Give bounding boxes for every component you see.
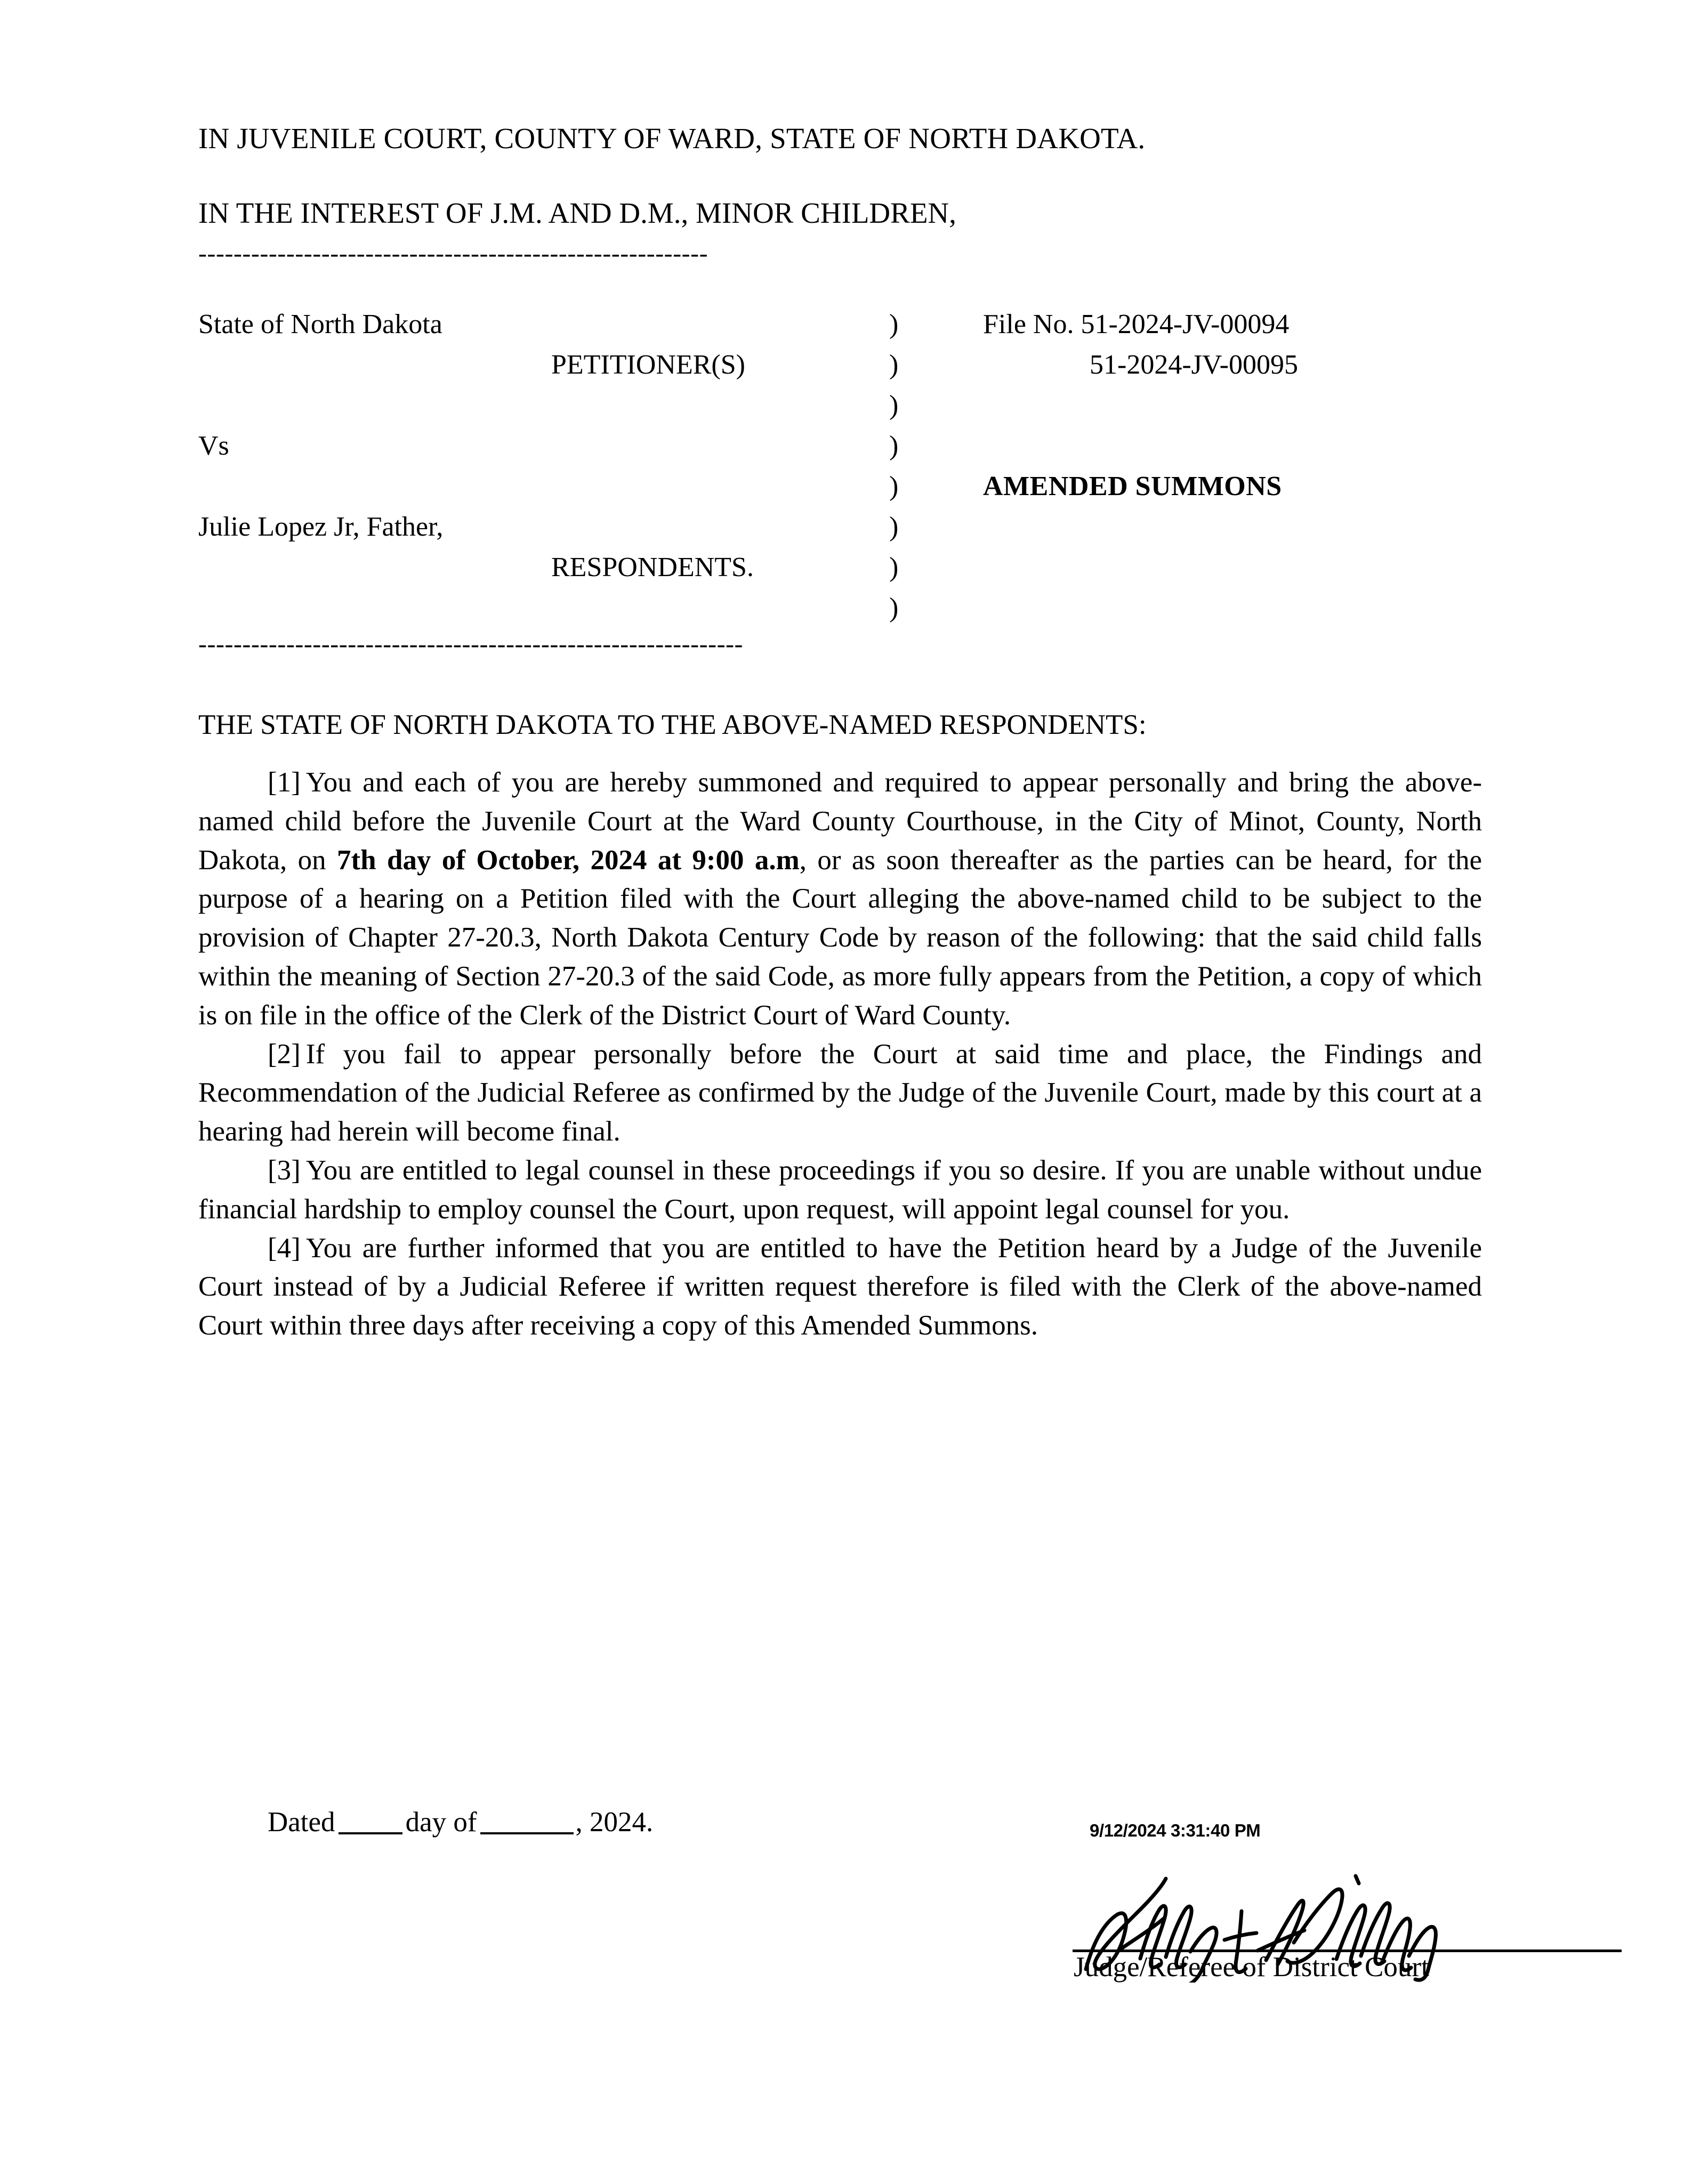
- caption-paren-column: [889, 309, 898, 633]
- case-caption-block: [198, 309, 1483, 623]
- paragraph-number: [3]: [268, 1154, 301, 1186]
- file-number-secondary: 51-2024-JV-00095: [1090, 350, 1298, 380]
- paragraph-1: [198, 763, 1482, 1035]
- paragraph-2: [198, 1035, 1482, 1151]
- filing-timestamp: 9/12/2024 3:31:40 PM: [1090, 1821, 1261, 1840]
- dated-label: Dated: [268, 1807, 335, 1838]
- respondent-name: Julie Lopez Jr, Father,: [198, 512, 444, 542]
- caption-paren: ): [889, 593, 899, 623]
- separator-rule-bottom: --------------------------------------------------------------: [198, 632, 744, 657]
- caption-paren: ): [889, 431, 899, 461]
- caption-paren: ): [889, 350, 899, 380]
- paragraph-4: [198, 1229, 1482, 1345]
- court-heading: IN JUVENILE COURT, COUNTY OF WARD, STATE OF NORTH DAKOTA.: [198, 122, 1146, 155]
- caption-paren: ): [889, 390, 899, 420]
- hearing-datetime: 7th day of October, 2024 at 9:00 a.m: [337, 844, 800, 876]
- paragraph-number: [4]: [268, 1232, 301, 1264]
- case-interest-heading: IN THE INTEREST OF J.M. AND D.M., MINOR CHILDREN,: [198, 197, 956, 229]
- separator-rule-top: ----------------------------------------------------------: [198, 241, 708, 266]
- petitioner-label: PETITIONER(S): [551, 350, 745, 380]
- dated-line: [198, 1803, 1482, 1841]
- caption-paren: ): [889, 471, 899, 501]
- petitioner-name: State of North Dakota: [198, 309, 442, 339]
- paragraph-3: [198, 1151, 1482, 1229]
- signature-block: [1073, 1860, 1622, 2020]
- document-sheet: [198, 0, 1483, 2184]
- caption-paren: ): [889, 552, 899, 583]
- versus-label: Vs: [198, 431, 229, 461]
- signature-caption: Judge/Referee of District Court: [1074, 1952, 1429, 1983]
- file-number-primary: File No. 51-2024-JV-00094: [983, 309, 1290, 339]
- document-title: AMENDED SUMMONS: [983, 471, 1282, 501]
- dated-day-blank[interactable]: [339, 1832, 402, 1834]
- paragraph-number: [1]: [268, 767, 301, 798]
- paragraph-number: [2]: [268, 1038, 301, 1070]
- body-paragraphs: [198, 763, 1482, 1345]
- dated-month-blank[interactable]: [480, 1832, 574, 1834]
- caption-paren: ): [889, 309, 899, 339]
- addressee-line: THE STATE OF NORTH DAKOTA TO THE ABOVE-NAMED RESPONDENTS:: [198, 709, 1147, 740]
- caption-paren: ): [889, 512, 899, 542]
- paragraph-text-lead: You are further informed that you are entitled to have the Petition heard by a Judge of the Juvenile Court instead of by a Judicial Referee if written request therefore is filed with the Clerk of the above-named Court within three days after receiving a copy of this Amended Summons.: [198, 1232, 1482, 1341]
- dated-year: , 2024.: [575, 1807, 654, 1838]
- respondents-label: RESPONDENTS.: [551, 552, 754, 583]
- dated-middle-label: day of: [405, 1807, 477, 1838]
- paragraph-text-tail: , or as soon thereafter as the parties can be heard, for the purpose of a hearing on a Petition filed with the Court alleging the above-named child to be subject to the provision of Chapter 27-20.3, North Dakota Century Code by reason of the following: that the said child falls within the meaning of Section 27-20.3 of the said Code, as more fully appears from the Petition, a copy of which is on file in the office of the Clerk of the District Court of Ward County.: [198, 844, 1482, 1031]
- paragraph-text-lead: If you fail to appear personally before the Court at said time and place, the Findings and Recommendation of the Judicial Referee as confirmed by the Judge of the Juvenile Court, made by this court at a hearing had herein will become final.: [198, 1038, 1482, 1147]
- paragraph-text-lead: You are entitled to legal counsel in these proceedings if you so desire. If you are unable without undue financial hardship to employ counsel the Court, upon request, will appoint legal counsel for you.: [198, 1154, 1482, 1225]
- paragraph-text-lead: You and each of you are hereby summoned and required to appear personally and bring the above-named child before the Juvenile Court at the Ward County Courthouse, in the City of Minot, County, North Dakota, on: [198, 767, 1482, 876]
